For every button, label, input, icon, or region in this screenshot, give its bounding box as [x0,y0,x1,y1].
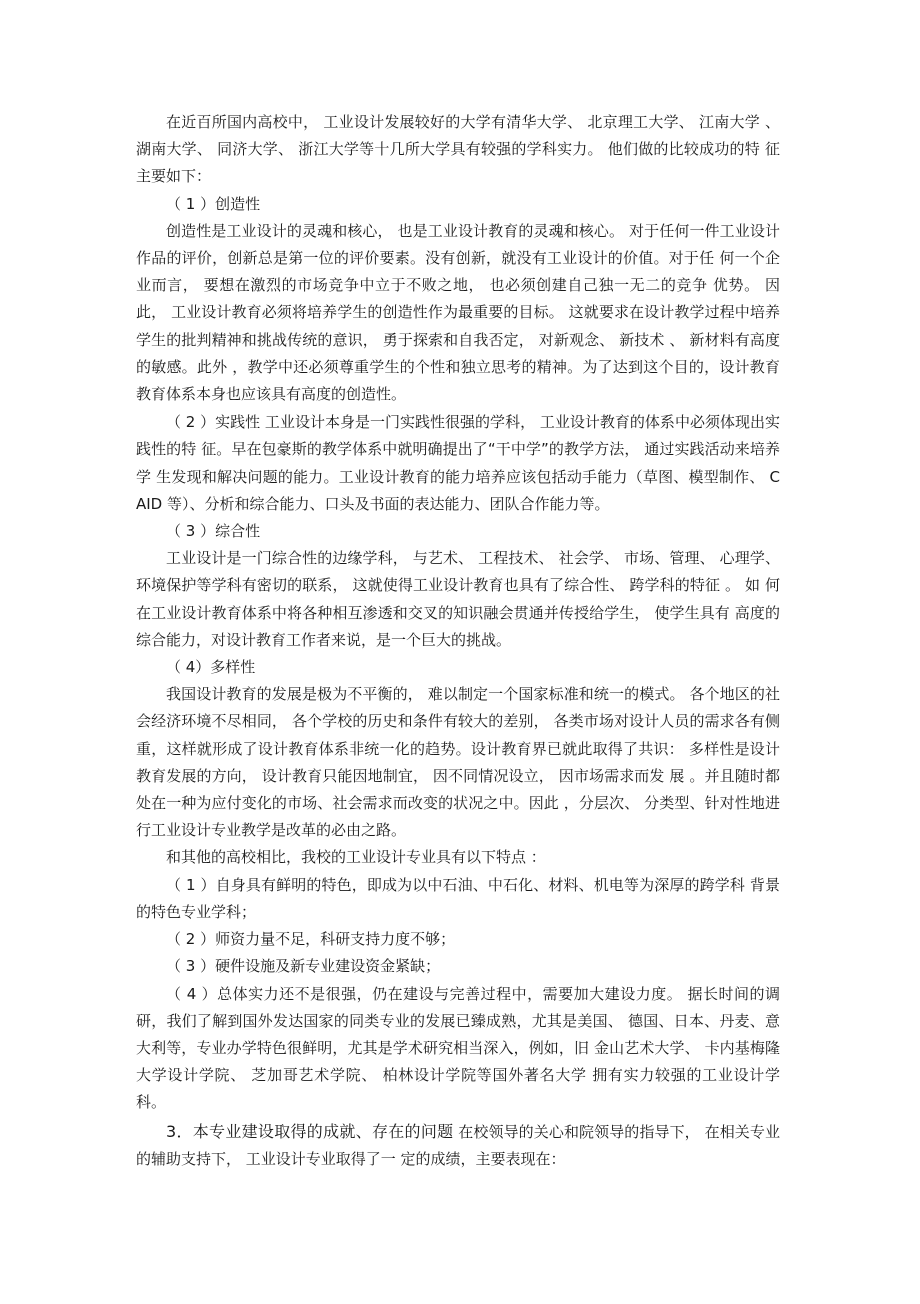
heading-creativity: （ 1 ）创造性 [166,194,261,213]
paragraph-intro: 在近百所国内高校中， 工业设计发展较好的大学有清华大学、 北京理工大学、 江南大学 、 湖南大学、 同济大学、 浙江大学等十几所大学具有较强的学科实力。 他们做的比较成功的特 征主要如下： [136,113,780,186]
paragraph-comparison: 和其他的高校相比，我校的工业设计专业具有以下特点 ： [166,848,546,867]
heading-diversity: （ 4）多样性 [166,658,256,677]
paragraph-practicality: （ 2 ）实践性 工业设计本身是一门实践性很强的学科， 工业设计教育的体系中必须体现出实践性的特 征。早在包豪斯的教学体系中就明确提出了“干中学”的教学方法， 通过实践活动来培养学 生发现和解决问题的能力。工业设计教育的能力培养应该包括动手能力（草图、模型制作、 CAID 等）、分析和综合能力、口头及书面的表达能力、团队合作能力等。 [136,413,780,513]
paragraph-diversity: 我国设计教育的发展是极为不平衡的， 难以制定一个国家标准和统一的模式。 各个地区的社会经济环境不尽相同， 各个学校的历史和条件有较大的差别， 各类市场对设计人员的需求各有侧重，这样就形成了设计教育体系非统一化的趋势。设计教育界已就此取得了共识： 多样性是设计教育发展的方向， 设计教育只能因地制宜， 因不同情况设立， 因市场需求而发 展 。并且随时都处在一种为应付变化的市场、社会需求而改变的状况之中。因此 ，分层次、 分类型、针对性地进行工业设计专业教学是改革的必由之路。 [136,685,780,840]
list-item-feature-1: （ 1 ）自身具有鲜明的特色，即成为以中石油、中石化、材料、机电等为深厚的跨学科 背景的特色专业学科； [136,875,780,921]
list-item-feature-3: （ 3 ）硬件设施及新专业建设资金紧缺； [166,957,441,976]
paragraph-creativity: 创造性是工业设计的灵魂和核心， 也是工业设计教育的灵魂和核心。 对于任何一件工业设计作品的评价，创新总是第一位的评价要素。没有创新，就没有工业设计的价值。对于任 何一个企业而言， 要想在激烈的市场竞争中立于不败之地， 也必须创建自己独一无二的竞争 优势。 因此， 工业设计教育必须将培养学生的创造性作为最重要的目标。 这就要求在设计教学过程中培养学生的批判精神和挑战传统的意识， 勇于探索和自我否定， 对新观念、 新技术 、 新材料有高度的敏感。此外 ，教学中还必须尊重学生的个性和独立思考的精神。为了达到这个目的，设计教育教育体系本身也应该具有高度的创造性。 [136,221,780,404]
document-page [136,109,780,1173]
paragraph-comprehensiveness: 工业设计是一门综合性的边缘学科， 与艺术、 工程技术、 社会学、 市场、管理、 心理学、 环境保护等学科有密切的联系， 这就使得工业设计教育也具有了综合性、 跨学科的特征 。 如 何在工业设计教育体系中将各种相互渗透和交叉的知识融会贯通并传授给学生， 使学生具有 高度的综合能力，对设计教育工作者来说，是一个巨大的挑战。 [136,549,780,649]
section3-body: 在校领导的关心和院领导的指导下， 在相关专业的辅助支持下， 工业设计专业取得了一 定的成绩，主要表现在： [136,1122,780,1168]
paragraph-section3 [136,1118,780,1173]
heading-comprehensiveness: （ 3 ）综合性 [166,522,261,541]
list-item-feature-4: （ 4 ）总体实力还不是很强，仍在建设与完善过程中，需要加大建设力度。 据长时间的调研，我们了解到国外发达国家的同类专业的发展已臻成熟，尤其是美国、 德国、日本、丹麦、意大利等，专业办学特色很鲜明，尤其是学术研究相当深入，例如，旧 金山艺术大学、 卡内基梅隆大学设计学院、 芝加哥艺术学院、 柏林设计学院等国外著名大学 拥有实力较强的工业设计学科。 [136,984,780,1112]
section3-title: 3．本专业建设取得的成就、存在的问题 [166,1121,454,1141]
list-item-feature-2: （ 2 ）师资力量不足，科研支持力度不够； [166,930,456,949]
